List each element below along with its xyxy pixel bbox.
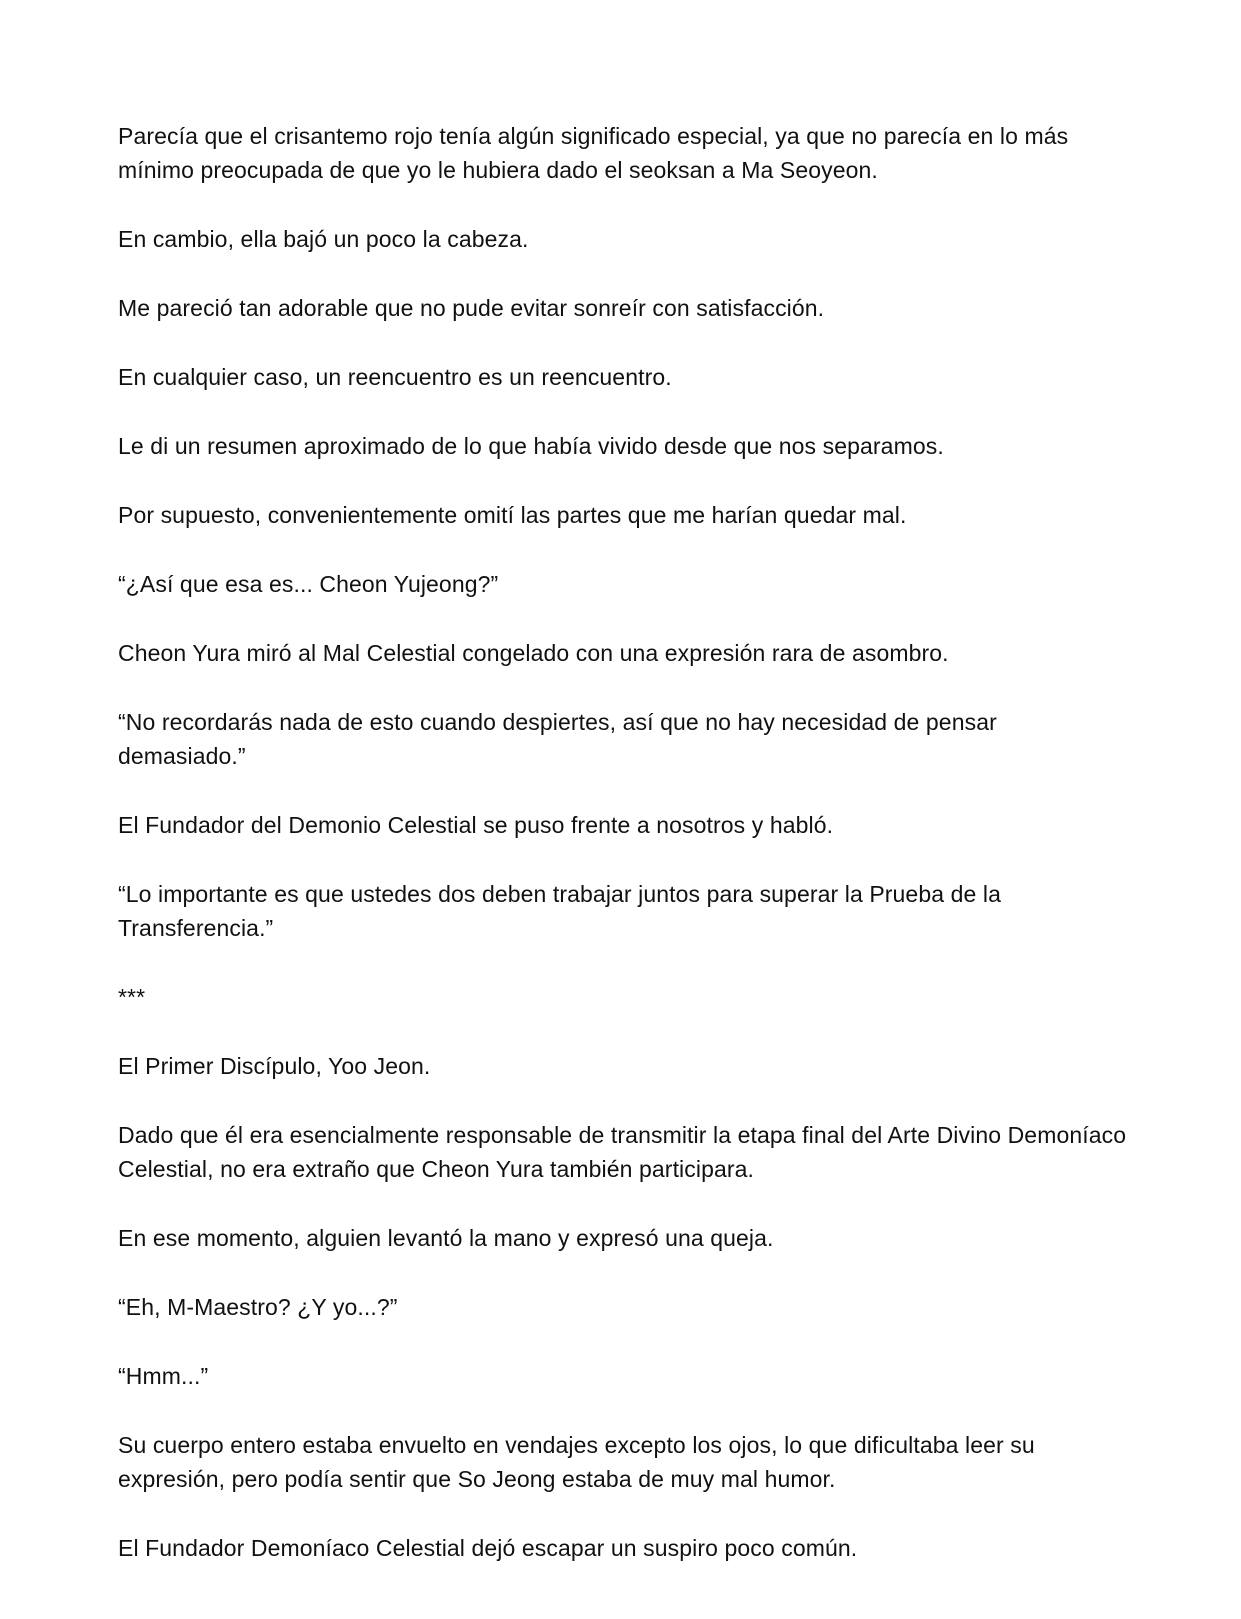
paragraph: Por supuesto, convenientemente omití las partes que me harían quedar mal.: [118, 502, 907, 528]
dialogue-paragraph: “No recordarás nada de esto cuando despiertes, así que no hay necesidad de pensar demasiado.”: [118, 709, 997, 769]
paragraph: Me pareció tan adorable que no pude evitar sonreír con satisfacción.: [118, 295, 825, 321]
paragraph: En cualquier caso, un reencuentro es un reencuentro.: [118, 364, 672, 390]
paragraph: El Primer Discípulo, Yoo Jeon.: [118, 1053, 431, 1079]
paragraph: Cheon Yura miró al Mal Celestial congelado con una expresión rara de asombro.: [118, 640, 949, 666]
paragraph: Dado que él era esencialmente responsable de transmitir la etapa final del Arte Divino Demoníaco Celestial, no era extraño que Cheon Yura también participara.: [118, 1122, 1127, 1182]
dialogue-paragraph: “¿Así que esa es... Cheon Yujeong?”: [118, 571, 499, 597]
dialogue-paragraph: “Lo importante es que ustedes dos deben trabajar juntos para superar la Prueba de la Transferencia.”: [118, 881, 1001, 941]
paragraph: Le di un resumen aproximado de lo que había vivido desde que nos separamos.: [118, 433, 944, 459]
paragraph: El Fundador Demoníaco Celestial dejó escapar un suspiro poco común.: [118, 1535, 858, 1561]
text-body: [118, 119, 1128, 1600]
dialogue-paragraph: “Hmm...”: [118, 1363, 209, 1389]
scene-break: ***: [118, 984, 146, 1010]
paragraph: Su cuerpo entero estaba envuelto en vendajes excepto los ojos, lo que dificultaba leer su expresión, pero podía sentir que So Jeong estaba de muy mal humor.: [118, 1432, 1035, 1492]
paragraph: En cambio, ella bajó un poco la cabeza.: [118, 226, 529, 252]
paragraph: El Fundador del Demonio Celestial se puso frente a nosotros y habló.: [118, 812, 834, 838]
dialogue-paragraph: “Eh, M-Maestro? ¿Y yo...?”: [118, 1294, 398, 1320]
paragraph: Parecía que el crisantemo rojo tenía algún significado especial, ya que no parecía en lo más mínimo preocupada de que yo le hubiera dado el seoksan a Ma Seoyeon.: [118, 123, 1069, 183]
paragraph: En ese momento, alguien levantó la mano y expresó una queja.: [118, 1225, 774, 1251]
